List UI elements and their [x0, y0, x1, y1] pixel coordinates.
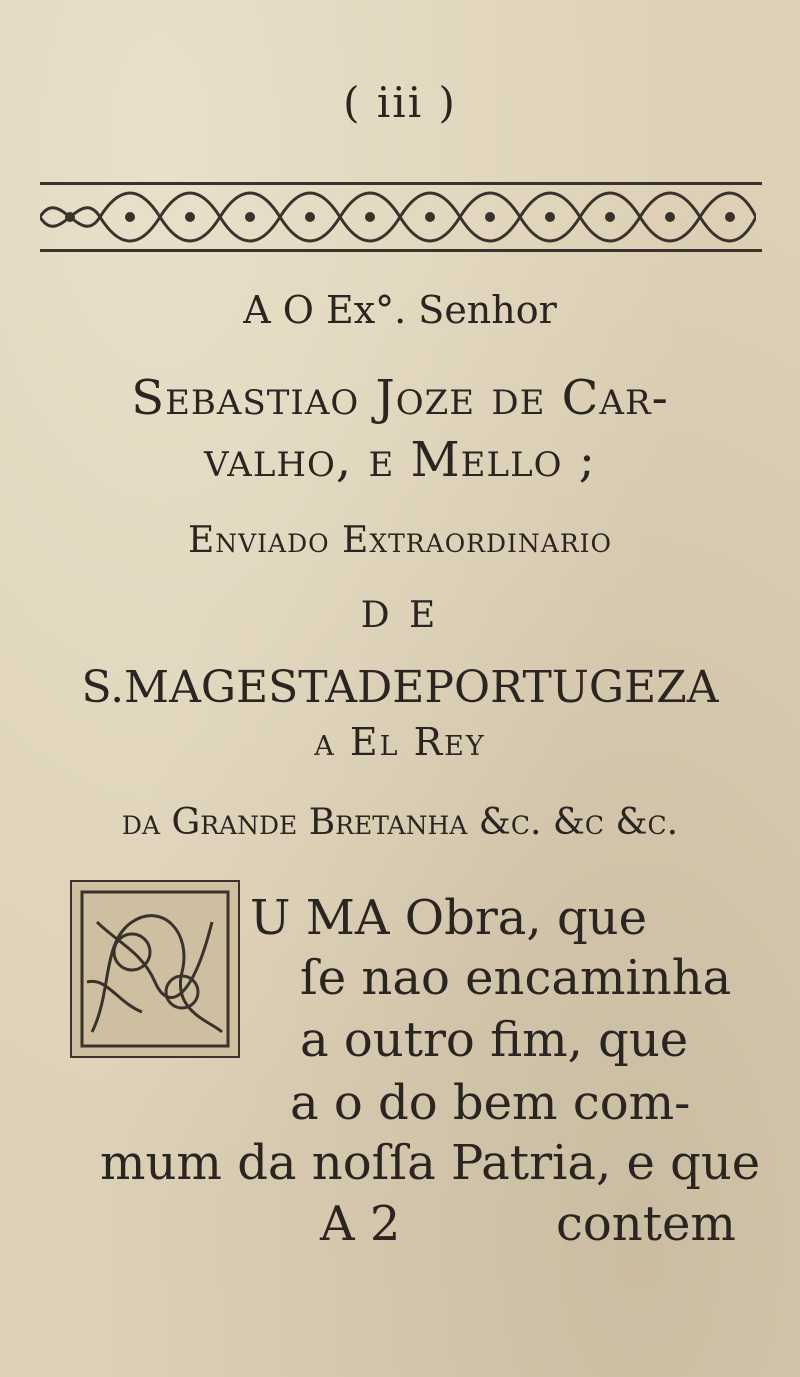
dedication-line-5: D E: [360, 595, 440, 636]
body-line-4: a o do bem com-: [290, 1075, 691, 1131]
dedication-line-2: Sebastiao Joze de Car-: [131, 370, 669, 426]
dedication-line-4: Enviado Extraordinario: [187, 520, 613, 561]
catchword: contem: [556, 1196, 736, 1252]
dedication-line-7: a El Rey: [314, 720, 486, 764]
page-number: ( iii ): [343, 78, 457, 127]
woodcut-ornament-icon: [72, 882, 238, 1056]
body-line-3: a outro fim, que: [300, 1012, 689, 1068]
ornament-pattern-icon: [40, 185, 756, 249]
dedication-line-6: S.MAGESTADEPORTUGEZA: [81, 662, 719, 713]
body-line-5: mum da noſſa Patria, e que: [100, 1135, 761, 1191]
ornamental-headband: [40, 182, 762, 252]
body-line-1: U MA Obra, que: [250, 890, 647, 946]
dedication-line-1: A O Ex°. Senhor: [243, 288, 557, 332]
decorative-initial-block: [70, 880, 240, 1058]
body-line-2: ſe nao encaminha: [300, 950, 732, 1006]
signature-mark: A 2: [320, 1196, 401, 1252]
dedication-line-8: da Grande Bretanha &c. &c &c.: [121, 802, 679, 843]
dedication-line-3: valho, e Mello ;: [204, 432, 596, 488]
